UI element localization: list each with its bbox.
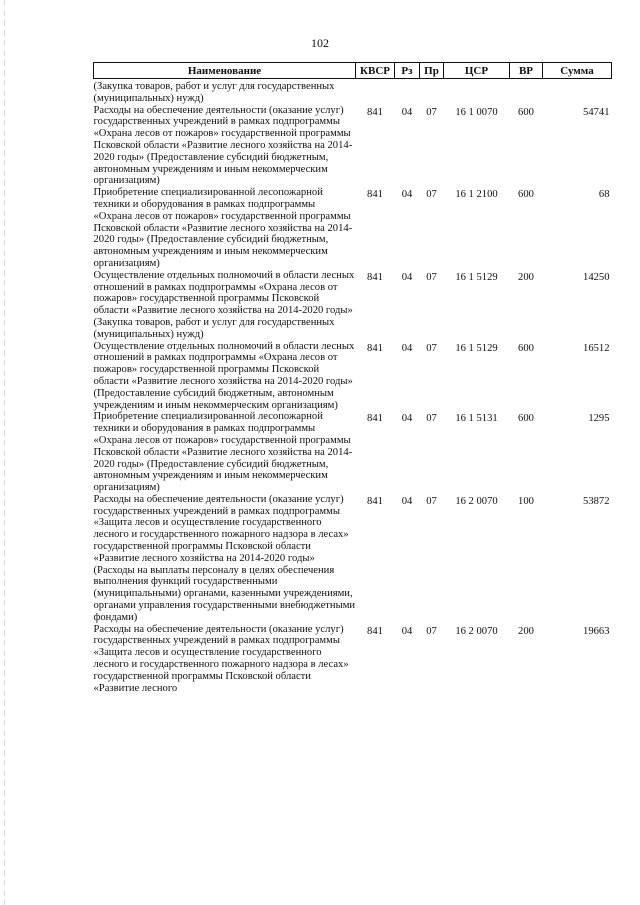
table-row — [94, 411, 612, 494]
row-name: Расходы на обеспечение деятельности (оказание услуг) государственных учреждений в рамках подпрограммы «Охрана лесов от пожаров» государственной программы Псковской области «Развитие лесного хозяйства на 2014-2020 годы» (Предоставление субсидий бюджетным, автономным учреждениям и иным некоммерческим организациям) — [93, 104, 353, 187]
row-vr: 600 — [518, 189, 534, 201]
row-csr: 16 1 0070 — [455, 106, 498, 118]
row-kvsr: 841 — [367, 106, 383, 118]
row-csr: 16 1 2100 — [455, 189, 498, 201]
row-sum: 53872 — [583, 495, 610, 507]
row-sum: 19663 — [583, 625, 610, 637]
row-csr: 16 1 5129 — [455, 271, 498, 283]
row-kvsr: 841 — [367, 495, 383, 507]
table-row-continuation — [94, 79, 612, 105]
row-rz: 04 — [401, 342, 413, 354]
table-row — [94, 105, 612, 188]
row-vr: 600 — [518, 413, 534, 425]
row-sum: 14250 — [583, 271, 610, 283]
row-kvsr: 841 — [367, 625, 383, 637]
row-csr: 16 1 5131 — [455, 413, 498, 425]
row-vr: 600 — [518, 106, 534, 118]
row-name: Расходы на обеспечение деятельности (оказание услуг) государственных учреждений в рамках подпрограммы «Защита лесов и осуществление государственного лесного и государственного пожарного надзора в лесах» государственной программы Псковской области «Развитие лесного хозяйства на 2014-2020 годы» (Расходы на выплаты персоналу в целях обеспечения выполнения функций государственными (муниципальными) органами, казенными учреждениями, органами управления государственными внебюджетными фондами) — [93, 493, 356, 623]
row-pr: 07 — [426, 342, 437, 354]
row-sum: 16512 — [583, 342, 610, 354]
row-vr: 600 — [518, 342, 534, 354]
row-vr: 200 — [518, 625, 534, 637]
row-pr: 07 — [426, 495, 437, 507]
header-rz: Рз — [395, 63, 420, 79]
table-row — [94, 270, 612, 341]
row-pr: 07 — [426, 625, 437, 637]
row-vr: 100 — [518, 495, 534, 507]
row-pr: 07 — [426, 271, 437, 283]
table-row — [94, 187, 612, 270]
header-csr: ЦСР — [444, 63, 510, 79]
header-vr: ВР — [510, 63, 543, 79]
row-csr: 16 1 5129 — [455, 342, 498, 354]
row-pr: 07 — [426, 189, 437, 201]
row-csr: 16 2 0070 — [455, 625, 498, 637]
row-kvsr: 841 — [367, 413, 383, 425]
row-pr: 07 — [426, 106, 437, 118]
row-vr: 200 — [518, 271, 534, 283]
row-kvsr: 841 — [367, 271, 383, 283]
row-rz: 04 — [401, 413, 413, 425]
budget-table — [93, 62, 612, 694]
header-kvsr: КВСР — [356, 63, 395, 79]
row-name: Расходы на обеспечение деятельности (оказание услуг) государственных учреждений в рамках подпрограммы «Защита лесов и осуществление государственного лесного и государственного пожарного надзора в лесах» государственной программы Псковской области «Развитие лесного — [93, 623, 349, 694]
row-sum: 54741 — [583, 106, 610, 118]
table-row — [94, 494, 612, 624]
row-rz: 04 — [401, 189, 413, 201]
header-name: Наименование — [94, 63, 356, 79]
row-name: Осуществление отдельных полномочий в области лесных отношений в рамках подпрограммы «Охрана лесов от пожаров» государственной программы Псковской области «Развитие лесного хозяйства на 2014-2020 годы» (Предоставление субсидий бюджетным, автономным учреждениям и иным некоммерческим организациям) — [93, 340, 355, 411]
table-header-row — [94, 63, 612, 79]
page-number: 102 — [311, 36, 329, 50]
row-sum: 68 — [598, 189, 610, 201]
header-pr: Пр — [420, 63, 444, 79]
row-rz: 04 — [401, 271, 413, 283]
scan-artifact-line — [4, 0, 5, 905]
row-sum: 1295 — [588, 413, 610, 425]
row-kvsr: 841 — [367, 342, 383, 354]
row-name: Приобретение специализированной лесопожарной техники и оборудования в рамках подпрограммы «Охрана лесов от пожаров» государственной программы Псковской области «Развитие лесного хозяйства на 2014-2020 годы» (Предоставление субсидий бюджетным, автономным учреждениям и иным некоммерческим организациям) — [93, 187, 353, 269]
row-rz: 04 — [401, 625, 413, 637]
table-row — [94, 624, 612, 695]
row-csr: 16 2 0070 — [455, 495, 498, 507]
table-row — [94, 341, 612, 412]
row-kvsr: 841 — [367, 189, 383, 201]
row-name: Приобретение специализированной лесопожарной техники и оборудования в рамках подпрограммы «Охрана лесов от пожаров» государственной программы Псковской области «Развитие лесного хозяйства на 2014-2020 годы» (Предоставление субсидий бюджетным, автономным учреждениям и иным некоммерческим организациям) — [93, 411, 353, 494]
row-name: Осуществление отдельных полномочий в области лесных отношений в рамках подпрограммы «Охрана лесов от пожаров» государственной программы Псковской области «Развитие лесного хозяйства на 2014-2020 годы» (Закупка товаров, работ и услуг для государственных (муниципальных) нужд) — [93, 269, 355, 340]
row-rz: 04 — [401, 495, 413, 507]
row-pr: 07 — [426, 413, 437, 425]
header-sum: Сумма — [543, 63, 612, 79]
row-rz: 04 — [401, 106, 413, 118]
continuation-text: (Закупка товаров, работ и услуг для государственных (муниципальных) нужд) — [93, 81, 335, 104]
